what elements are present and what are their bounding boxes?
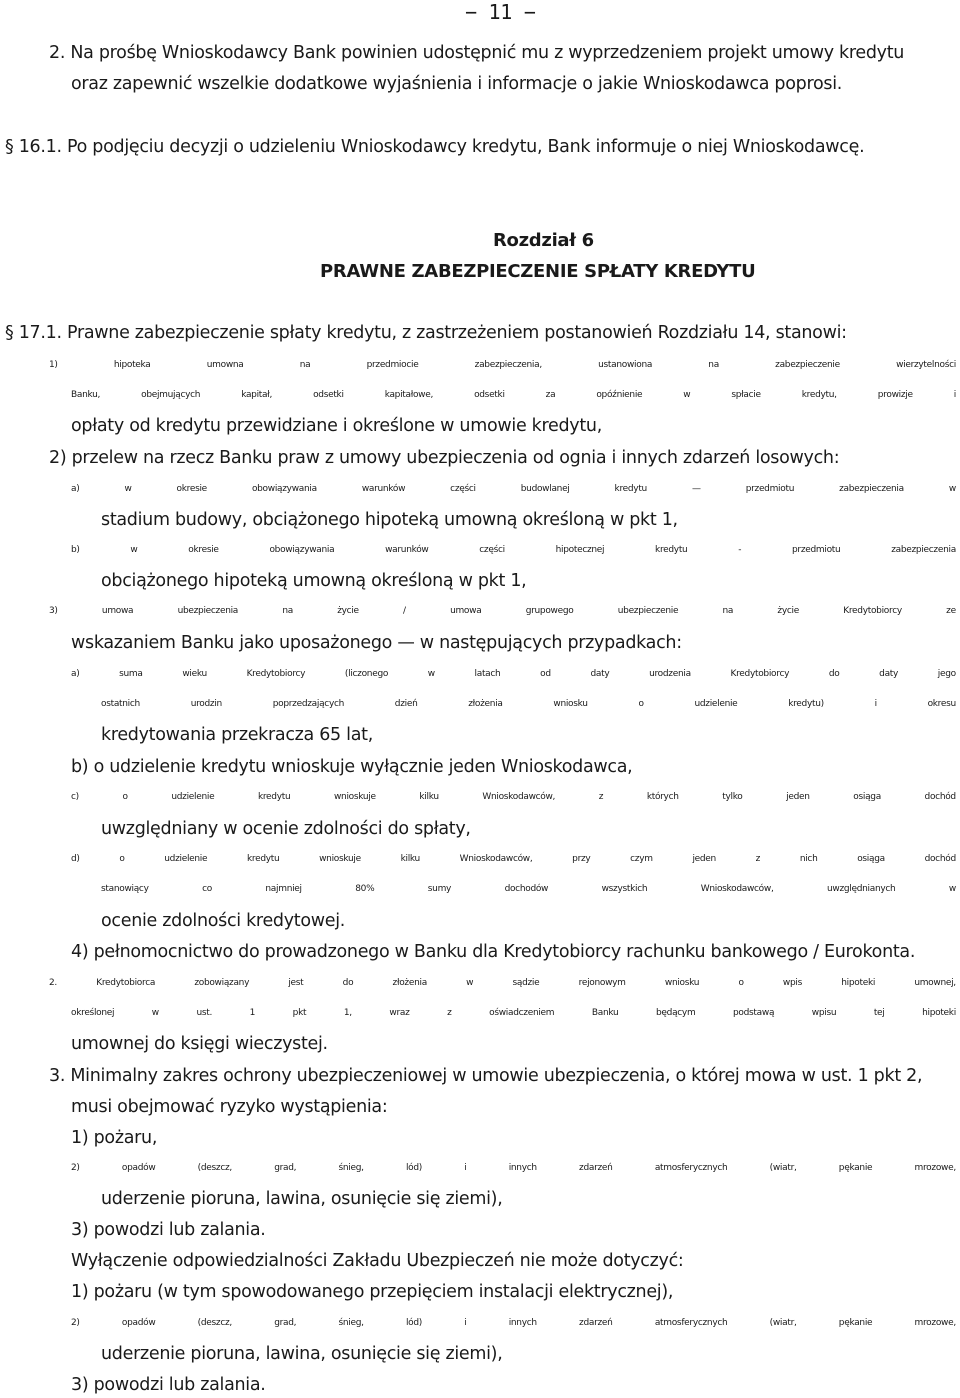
paragraph-line: musi obejmować ryzyko wystąpienia: xyxy=(71,1097,388,1117)
paragraph-line: określonej w ust. 1 pkt 1, wraz z oświadczeniem Banku będącym podstawą wpisu tej hipoteki xyxy=(71,1008,956,1018)
paragraph-line: c) o udzielenie kredytu wnioskuje kilku Wnioskodawców, z których tylko jeden osiąga dochód xyxy=(71,792,956,802)
paragraph-line: 3) powodzi lub zalania. xyxy=(71,1220,266,1240)
paragraph-line: 1) hipoteka umowna na przedmiocie zabezpieczenia, ustanowiona na zabezpieczenie wierzytelności xyxy=(49,360,956,370)
paragraph-line: 2. Na prośbę Wnioskodawcy Bank powinien udostępnić mu z wyprzedzeniem projekt umowy kredytu xyxy=(49,43,905,63)
paragraph-line: b) w okresie obowiązywania warunków części hipotecznej kredytu - przedmiotu zabezpieczenia xyxy=(71,545,956,555)
paragraph-line: a) suma wieku Kredytobiorcy (liczonego w latach od daty urodzenia Kredytobiorcy do daty jego xyxy=(71,669,956,679)
paragraph-line: uderzenie pioruna, lawina, osunięcie się ziemi), xyxy=(101,1344,503,1364)
paragraph-line: a) w okresie obowiązywania warunków części budowlanej kredytu — przedmiotu zabezpieczenia w xyxy=(71,484,956,494)
paragraph-line: 1) pożaru, xyxy=(71,1128,158,1148)
paragraph-line: umownej do księgi wieczystej. xyxy=(71,1034,328,1054)
paragraph-line: wskazaniem Banku jako uposażonego — w następujących przypadkach: xyxy=(71,633,682,653)
paragraph-line: kredytowania przekracza 65 lat, xyxy=(101,725,373,745)
paragraph-line: oraz zapewnić wszelkie dodatkowe wyjaśnienia i informacje o jakie Wnioskodawca poprosi. xyxy=(71,74,843,94)
paragraph-line: 2) przelew na rzecz Banku praw z umowy ubezpieczenia od ognia i innych zdarzeń losowych: xyxy=(49,448,840,468)
paragraph-line: § 17.1. Prawne zabezpieczenie spłaty kredytu, z zastrzeżeniem postanowień Rozdziału 14, stanowi: xyxy=(5,323,847,343)
paragraph-line: 3. Minimalny zakres ochrony ubezpieczeniowej w umowie ubezpieczenia, o której mowa w ust. 1 pkt 2, xyxy=(49,1066,923,1086)
paragraph-line: 2. Kredytobiorca zobowiązany jest do złożenia w sądzie rejonowym wniosku o wpis hipoteki umownej, xyxy=(49,978,956,988)
paragraph-line: 2) opadów (deszcz, grad, śnieg, lód) i innych zdarzeń atmosferycznych (wiatr, pękanie mrozowe, xyxy=(71,1163,956,1173)
paragraph-line: opłaty od kredytu przewidziane i określone w umowie kredytu, xyxy=(71,416,602,436)
paragraph-line: b) o udzielenie kredytu wnioskuje wyłącznie jeden Wnioskodawca, xyxy=(71,757,633,777)
paragraph-line: uderzenie pioruna, lawina, osunięcie się ziemi), xyxy=(101,1189,503,1209)
paragraph-line: 3) powodzi lub zalania. xyxy=(71,1375,266,1395)
paragraph-line: ocenie zdolności kredytowej. xyxy=(101,911,346,931)
paragraph-line: Banku, obejmujących kapitał, odsetki kapitałowe, odsetki za opóźnienie w spłacie kredytu, prowizje i xyxy=(71,390,956,400)
paragraph-line: 1) pożaru (w tym spowodowanego przepięciem instalacji elektrycznej), xyxy=(71,1282,674,1302)
paragraph-line: obciążonego hipoteką umowną określoną w pkt 1, xyxy=(101,571,527,591)
paragraph-line: uwzględniany w ocenie zdolności do spłaty, xyxy=(101,819,471,839)
paragraph-line: Wyłączenie odpowiedzialności Zakładu Ubezpieczeń nie może dotyczyć: xyxy=(71,1251,684,1271)
paragraph-line: 4) pełnomocnictwo do prowadzonego w Banku dla Kredytobiorcy rachunku bankowego / Eurokonta. xyxy=(71,942,916,962)
paragraph-line: 2) opadów (deszcz, grad, śnieg, lód) i innych zdarzeń atmosferycznych (wiatr, pękanie mrozowe, xyxy=(71,1318,956,1328)
paragraph-line: 3) umowa ubezpieczenia na życie / umowa grupowego ubezpieczenie na życie Kredytobiorcy ze xyxy=(49,606,956,616)
page-number: − 11 − xyxy=(465,0,536,24)
chapter-heading: Rozdział 6 xyxy=(493,230,594,251)
paragraph-line: d) o udzielenie kredytu wnioskuje kilku Wnioskodawców, przy czym jeden z nich osiąga dochód xyxy=(71,854,956,864)
chapter-title: PRAWNE ZABEZPIECZENIE SPŁATY KREDYTU xyxy=(320,261,756,282)
paragraph-line: § 16.1. Po podjęciu decyzji o udzieleniu Wnioskodawcy kredytu, Bank informuje o niej Wnioskodawcę. xyxy=(5,137,865,157)
paragraph-line: stanowiący co najmniej 80% sumy dochodów wszystkich Wnioskodawców, uwzględnianych w xyxy=(101,884,956,894)
paragraph-line: stadium budowy, obciążonego hipoteką umowną określoną w pkt 1, xyxy=(101,510,678,530)
paragraph-line: ostatnich urodzin poprzedzających dzień złożenia wniosku o udzielenie kredytu) i okresu xyxy=(101,699,956,709)
